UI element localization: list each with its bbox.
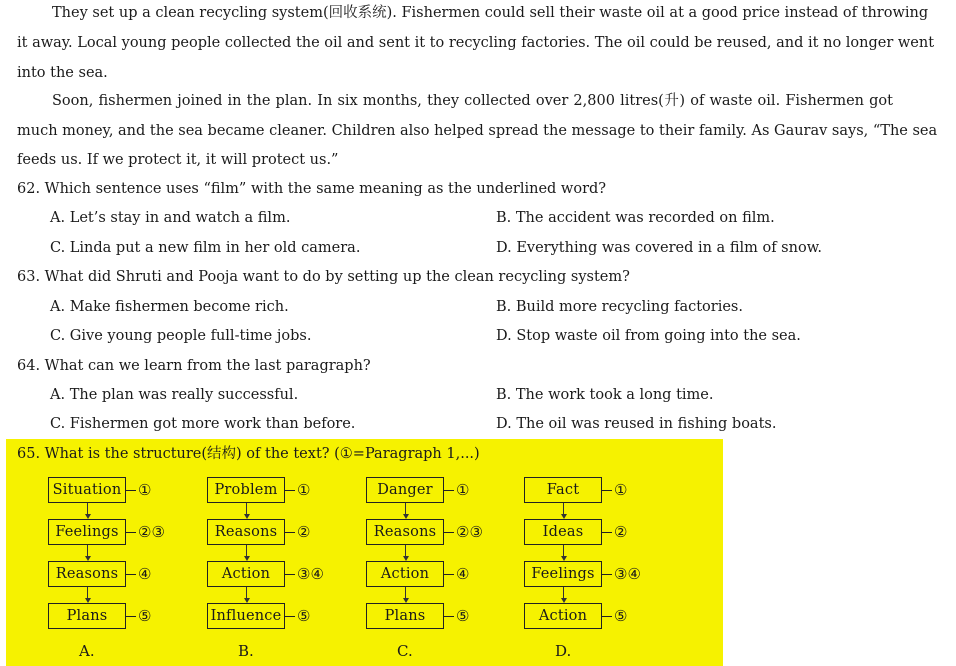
flow-line bbox=[405, 587, 406, 598]
diagram-a-box: Situation bbox=[48, 477, 126, 503]
flow-line bbox=[87, 503, 88, 514]
paragraph-numbers: ② bbox=[297, 523, 311, 541]
question-63-option-c[interactable]: C. Give young people full-time jobs. bbox=[50, 328, 312, 344]
paragraph-numbers: ②③ bbox=[138, 523, 165, 541]
flow-line bbox=[246, 587, 247, 598]
flow-line bbox=[246, 545, 247, 556]
connector-line bbox=[602, 574, 612, 575]
question-65-highlight bbox=[6, 439, 723, 666]
flow-line bbox=[87, 587, 88, 598]
diagram-b-box: Influence bbox=[207, 603, 285, 629]
connector-line bbox=[602, 490, 612, 491]
connector-line bbox=[602, 532, 612, 533]
paragraph-numbers: ⑤ bbox=[456, 607, 470, 625]
question-63-option-a[interactable]: A. Make fishermen become rich. bbox=[50, 299, 289, 315]
connector-line bbox=[444, 490, 454, 491]
diagram-a-box: Feelings bbox=[48, 519, 126, 545]
diagram-b-box: Reasons bbox=[207, 519, 285, 545]
question-64-option-a[interactable]: A. The plan was really successful. bbox=[50, 387, 299, 403]
flow-line bbox=[563, 587, 564, 598]
question-63-stem: 63. What did Shruti and Pooja want to do by setting up the clean recycling system? bbox=[17, 269, 630, 285]
connector-line bbox=[444, 532, 454, 533]
paragraph-numbers: ① bbox=[297, 481, 311, 499]
diagram-d-box: Ideas bbox=[524, 519, 602, 545]
paragraph-numbers: ⑤ bbox=[297, 607, 311, 625]
connector-line bbox=[126, 574, 136, 575]
connector-line bbox=[126, 616, 136, 617]
diagram-c-box: Action bbox=[366, 561, 444, 587]
flow-line bbox=[563, 503, 564, 514]
connector-line bbox=[285, 490, 295, 491]
question-64-stem: 64. What can we learn from the last paragraph? bbox=[17, 358, 371, 374]
flow-line bbox=[405, 503, 406, 514]
flow-line bbox=[246, 503, 247, 514]
paragraph-numbers: ③④ bbox=[297, 565, 324, 583]
question-63-option-d[interactable]: D. Stop waste oil from going into the sea. bbox=[496, 328, 801, 344]
paragraph-numbers: ③④ bbox=[614, 565, 641, 583]
paragraph-numbers: ②③ bbox=[456, 523, 483, 541]
passage-p2-line1: Soon, fishermen joined in the plan. In six months, they collected over 2,800 litres(升) of waste oil. Fishermen got bbox=[52, 93, 893, 109]
paragraph-numbers: ① bbox=[456, 481, 470, 499]
flow-line bbox=[87, 545, 88, 556]
question-64-option-b[interactable]: B. The work took a long time. bbox=[496, 387, 714, 403]
paragraph-numbers: ⑤ bbox=[614, 607, 628, 625]
connector-line bbox=[285, 574, 295, 575]
paragraph-numbers: ⑤ bbox=[138, 607, 152, 625]
diagram-d-box: Action bbox=[524, 603, 602, 629]
diagram-d-box: Fact bbox=[524, 477, 602, 503]
diagram-option-letter[interactable]: C. bbox=[397, 642, 413, 660]
passage-p2-line2: much money, and the sea became cleaner. Children also helped spread the message to their family. As Gaurav says, “The sea bbox=[17, 123, 938, 139]
question-65-stem: 65. What is the structure(结构) of the text? (①=Paragraph 1,...) bbox=[17, 446, 480, 462]
question-62-stem: 62. Which sentence uses “film” with the same meaning as the underlined word? bbox=[17, 181, 607, 197]
connector-line bbox=[602, 616, 612, 617]
passage-p1-line1: They set up a clean recycling system(回收系统). Fishermen could sell their waste oil at a good price instead of throwing bbox=[52, 5, 929, 21]
question-63-option-b[interactable]: B. Build more recycling factories. bbox=[496, 299, 743, 315]
question-62-option-b[interactable]: B. The accident was recorded on film. bbox=[496, 210, 775, 226]
diagram-a-box: Reasons bbox=[48, 561, 126, 587]
passage-p2-line3: feeds us. If we protect it, it will protect us.” bbox=[17, 152, 339, 168]
question-62-option-a[interactable]: A. Let’s stay in and watch a film. bbox=[50, 210, 291, 226]
diagram-c-box: Danger bbox=[366, 477, 444, 503]
flow-line bbox=[405, 545, 406, 556]
question-64-option-c[interactable]: C. Fishermen got more work than before. bbox=[50, 416, 356, 432]
connector-line bbox=[444, 574, 454, 575]
connector-line bbox=[126, 490, 136, 491]
paragraph-numbers: ④ bbox=[456, 565, 470, 583]
diagram-b-box: Action bbox=[207, 561, 285, 587]
paragraph-numbers: ① bbox=[614, 481, 628, 499]
flow-line bbox=[563, 545, 564, 556]
diagram-option-letter[interactable]: A. bbox=[79, 642, 95, 660]
paragraph-numbers: ④ bbox=[138, 565, 152, 583]
connector-line bbox=[444, 616, 454, 617]
question-64-option-d[interactable]: D. The oil was reused in fishing boats. bbox=[496, 416, 777, 432]
diagram-c-box: Reasons bbox=[366, 519, 444, 545]
connector-line bbox=[285, 532, 295, 533]
connector-line bbox=[285, 616, 295, 617]
question-62-option-c[interactable]: C. Linda put a new film in her old camera. bbox=[50, 240, 361, 256]
question-62-option-d[interactable]: D. Everything was covered in a film of snow. bbox=[496, 240, 822, 256]
paragraph-numbers: ② bbox=[614, 523, 628, 541]
diagram-d-box: Feelings bbox=[524, 561, 602, 587]
paragraph-numbers: ① bbox=[138, 481, 152, 499]
connector-line bbox=[126, 532, 136, 533]
diagram-c-box: Plans bbox=[366, 603, 444, 629]
passage-p1-line3: into the sea. bbox=[17, 65, 108, 81]
diagram-option-letter[interactable]: B. bbox=[238, 642, 254, 660]
passage-p1-line2: it away. Local young people collected the oil and sent it to recycling factories. The oil could be reused, and it no longer went bbox=[17, 35, 935, 51]
diagram-option-letter[interactable]: D. bbox=[555, 642, 572, 660]
diagram-a-box: Plans bbox=[48, 603, 126, 629]
diagram-b-box: Problem bbox=[207, 477, 285, 503]
